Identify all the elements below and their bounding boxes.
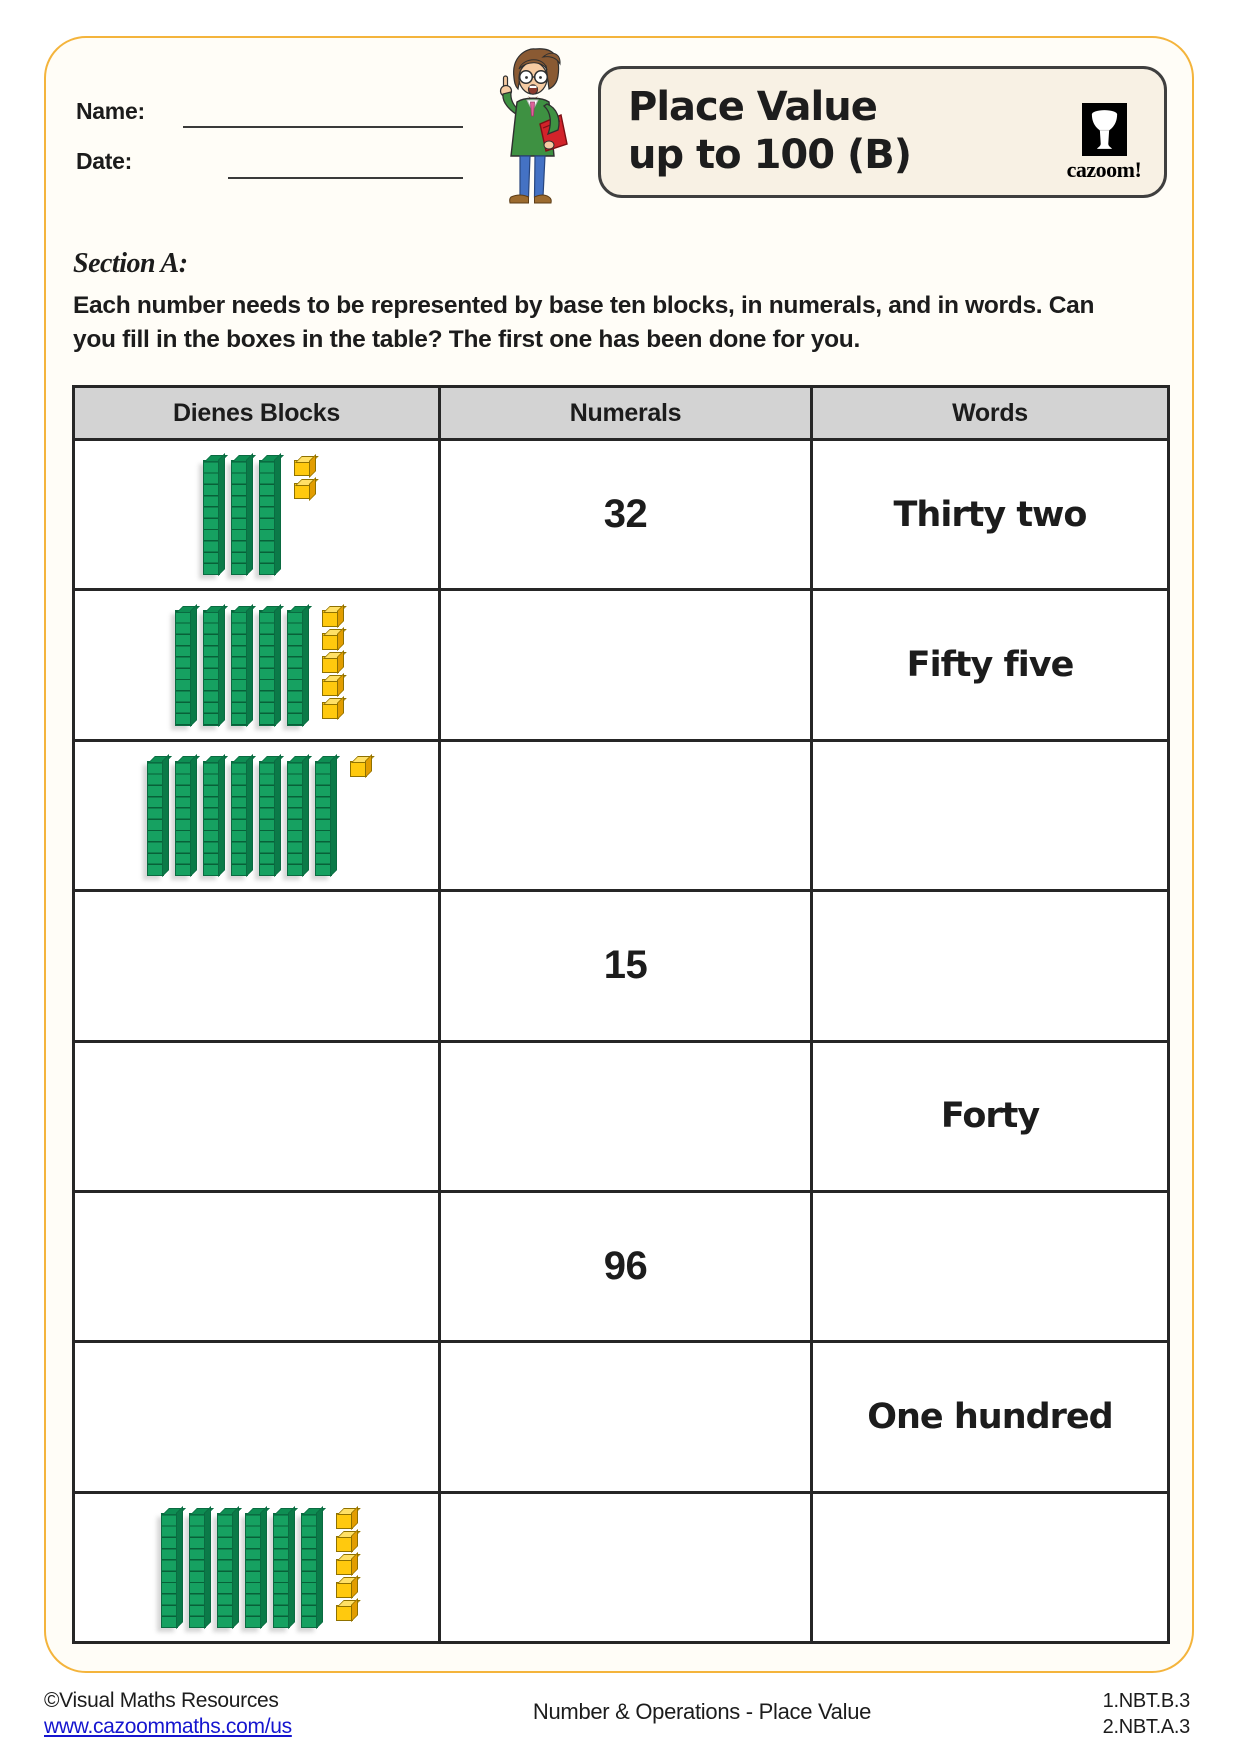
numeral-cell-row3 [441, 742, 810, 889]
ones-cube-block [322, 702, 339, 719]
ones-cube-block [336, 1605, 353, 1622]
words-cell-row8 [813, 1494, 1167, 1641]
ones-cube-block [336, 1536, 353, 1553]
date-label: Date: [76, 148, 133, 174]
tens-rods-group [147, 761, 332, 877]
words-cell-row3 [813, 742, 1167, 889]
base-ten-blocks [161, 1507, 353, 1629]
numeral-cell-row8 [441, 1494, 810, 1641]
worksheet-title: Place Value up to 100 (B) [628, 84, 912, 178]
ones-cube-block [350, 761, 367, 778]
standard-code-1: 1.NBT.B.3 [1102, 1690, 1190, 1712]
page-footer [44, 1688, 1190, 1741]
words-cell-row5: Forty [813, 1043, 1167, 1190]
dienes-blocks-cell-row5 [75, 1043, 438, 1190]
numeral-cell-row5 [441, 1043, 810, 1190]
ones-cube-block [336, 1559, 353, 1576]
ones-cube-block [322, 679, 339, 696]
tens-rod-block [203, 761, 220, 877]
tens-rods-group [175, 610, 304, 726]
tens-rod-block [147, 761, 164, 877]
ones-cube-block [322, 656, 339, 673]
tens-rod-block [259, 610, 276, 726]
ones-cubes-group [336, 1513, 353, 1622]
ones-cube-block [322, 610, 339, 627]
tens-rod-block [231, 460, 248, 576]
column-header-dienes-blocks: Dienes Blocks [75, 388, 438, 438]
numeral-cell-row6: 96 [441, 1193, 810, 1340]
tens-rods-group [161, 1513, 318, 1629]
tens-rod-block [301, 1513, 318, 1629]
cazoommaths-link[interactable]: www.cazoommaths.com/us [44, 1715, 292, 1739]
copyright-text: ©Visual Maths Resources [44, 1689, 279, 1712]
cazoom-logo-text: cazoom! [1066, 157, 1142, 182]
base-ten-blocks [147, 755, 367, 877]
tens-rod-block [245, 1513, 262, 1629]
ones-cube-block [322, 633, 339, 650]
tens-rods-group [203, 460, 276, 576]
ones-cube-block [294, 483, 311, 500]
tens-rod-block [315, 761, 332, 877]
ones-cube-block [336, 1513, 353, 1530]
tens-rod-block [287, 761, 304, 877]
ones-cubes-group [294, 460, 311, 500]
tens-rod-block [175, 610, 192, 726]
ones-cube-block [336, 1582, 353, 1599]
name-label: Name: [76, 98, 145, 124]
dienes-blocks-cell-row2 [75, 591, 438, 738]
dienes-blocks-cell-row3 [75, 742, 438, 889]
tens-rod-block [259, 460, 276, 576]
words-cell-row7: One hundred [813, 1343, 1167, 1490]
teacher-illustration [483, 44, 577, 214]
dienes-blocks-cell-row4 [75, 892, 438, 1039]
tens-rod-block [161, 1513, 178, 1629]
cazoom-logo [1054, 103, 1154, 181]
numeral-cell-row7 [441, 1343, 810, 1490]
worksheet-table [72, 385, 1170, 1644]
tens-rod-block [189, 1513, 206, 1629]
section-instructions: Each number needs to be represented by base ten blocks, in numerals, and in words. Can you fill in the boxes in the table? The first one has been done for you. [73, 292, 1095, 353]
cazoom-drum-icon [1082, 103, 1127, 156]
dienes-blocks-cell-row7 [75, 1343, 438, 1490]
base-ten-blocks [203, 454, 311, 576]
base-ten-blocks [175, 604, 339, 726]
section-heading: Section A: [73, 248, 188, 279]
ones-cube-block [294, 460, 311, 477]
words-cell-row6 [813, 1193, 1167, 1340]
title-box [598, 66, 1167, 198]
words-cell-row2: Fifty five [813, 591, 1167, 738]
dienes-blocks-cell-row1 [75, 441, 438, 588]
numeral-cell-row1: 32 [441, 441, 810, 588]
words-cell-row1: Thirty two [813, 441, 1167, 588]
words-cell-row4 [813, 892, 1167, 1039]
column-header-numerals: Numerals [441, 388, 810, 438]
tens-rod-block [203, 610, 220, 726]
tens-rod-block [259, 761, 276, 877]
name-write-line [183, 126, 463, 128]
tens-rod-block [287, 610, 304, 726]
numeral-cell-row2 [441, 591, 810, 738]
tens-rod-block [203, 460, 220, 576]
standard-code-2: 2.NBT.A.3 [1102, 1716, 1190, 1738]
footer-topic: Number & Operations - Place Value [532, 1699, 872, 1724]
ones-cubes-group [322, 610, 339, 719]
tens-rod-block [217, 1513, 234, 1629]
column-header-words: Words [813, 388, 1167, 438]
tens-rod-block [231, 610, 248, 726]
dienes-blocks-cell-row6 [75, 1193, 438, 1340]
tens-rod-block [231, 761, 248, 877]
tens-rod-block [175, 761, 192, 877]
date-write-line [228, 177, 463, 179]
dienes-blocks-cell-row8 [75, 1494, 438, 1641]
ones-cubes-group [350, 761, 367, 778]
tens-rod-block [273, 1513, 290, 1629]
numeral-cell-row4: 15 [441, 892, 810, 1039]
